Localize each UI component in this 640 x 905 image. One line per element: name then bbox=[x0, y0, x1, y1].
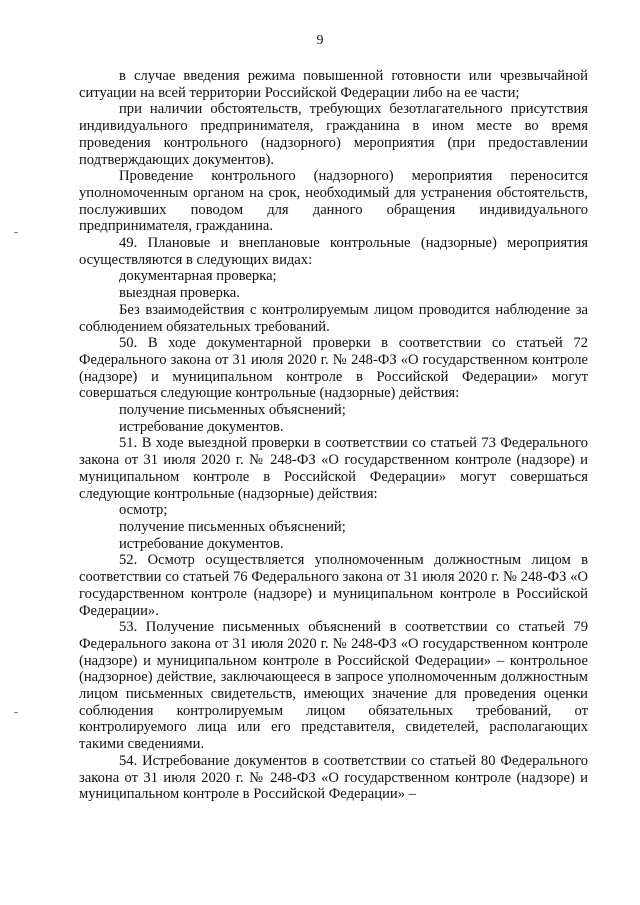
list-item-field-check: выездная проверка. bbox=[119, 285, 240, 302]
paragraph-clause-50: 50. В ходе документарной проверки в соответствии со статьей 72 Федерального закона от 31 июля 2020 г. № 248-ФЗ «О государственном контроле (надзоре) и муниципальном контроле в Российской Федерации» могут совершаться следующие контрольные (надзорные) действия: bbox=[79, 335, 588, 402]
list-item-written-explanations: получение письменных объяснений; bbox=[119, 402, 346, 419]
list-item-documentary-check: документарная проверка; bbox=[119, 268, 277, 285]
paragraph-clause-49: 49. Плановые и внеплановые контрольные (надзорные) мероприятия осуществляются в следующих видах: bbox=[79, 235, 588, 268]
list-item-document-request: истребование документов. bbox=[119, 418, 284, 435]
list-item-written-explanations: получение письменных объяснений; bbox=[119, 518, 346, 535]
paragraph-urgent-presence: при наличии обстоятельств, требующих безотлагательного присутствия индивидуального предпринимателя, гражданина в ином месте во время проведения контрольного (надзорного) мероприятия (при предоставлении подтверждающих документов). bbox=[79, 101, 588, 168]
paragraph-clause-52: 52. Осмотр осуществляется уполномоченным должностным лицом в соответствии со статьей 76 Федерального закона от 31 июля 2020 г. № 248-ФЗ «О государственном контроле (надзоре) и муниципальном контроле в Российской Федерации». bbox=[79, 552, 588, 619]
paragraph-emergency-regime: в случае введения режима повышенной готовности или чрезвычайной ситуации на всей территории Российской Федерации либо на ее части; bbox=[79, 68, 588, 101]
paragraph-observation: Без взаимодействия с контролируемым лицом проводится наблюдение за соблюдением обязательных требований. bbox=[79, 301, 588, 335]
paragraph-clause-53: 53. Получение письменных объяснений в соответствии со статьей 79 Федерального закона от 31 июля 2020 г. № 248-ФЗ «О государственном контроле (надзоре) и муниципальном контроле в Российской Федерации» – контрольное (надзорное) действие, заключающееся в запросе уполномоченным должностным лицом письменных свидетельств, имеющих значение для проведения оценки соблюдения контролируемым лицом обязательных требований, от контролируемого лица или его представителя, свидетелей, располагающих такими сведениями. bbox=[79, 619, 588, 753]
paragraph-clause-54: 54. Истребование документов в соответствии со статьей 80 Федерального закона от 31 июля 2020 г. № 248-ФЗ «О государственном контроле (надзоре) и муниципальном контроле в Российской Федерации» – bbox=[79, 752, 588, 803]
page-number: 9 bbox=[316, 33, 324, 48]
list-item-document-request: истребование документов. bbox=[119, 535, 284, 552]
document-body bbox=[79, 68, 588, 803]
margin-mark bbox=[14, 232, 18, 233]
list-item-inspection: осмотр; bbox=[119, 502, 168, 519]
paragraph-postponement: Проведение контрольного (надзорного) мероприятия переносится уполномоченным органом на срок, необходимый для устранения обстоятельств, послуживших поводом для данного обращения индивидуального предпринимателя, гражданина. bbox=[79, 168, 588, 235]
margin-mark bbox=[14, 712, 18, 713]
paragraph-clause-51: 51. В ходе выездной проверки в соответствии со статьей 73 Федерального закона от 31 июля 2020 г. № 248-ФЗ «О государственном контроле (надзоре) и муниципальном контроле в Российской Федерации» могут совершаться следующие контрольные (надзорные) действия: bbox=[79, 435, 588, 502]
